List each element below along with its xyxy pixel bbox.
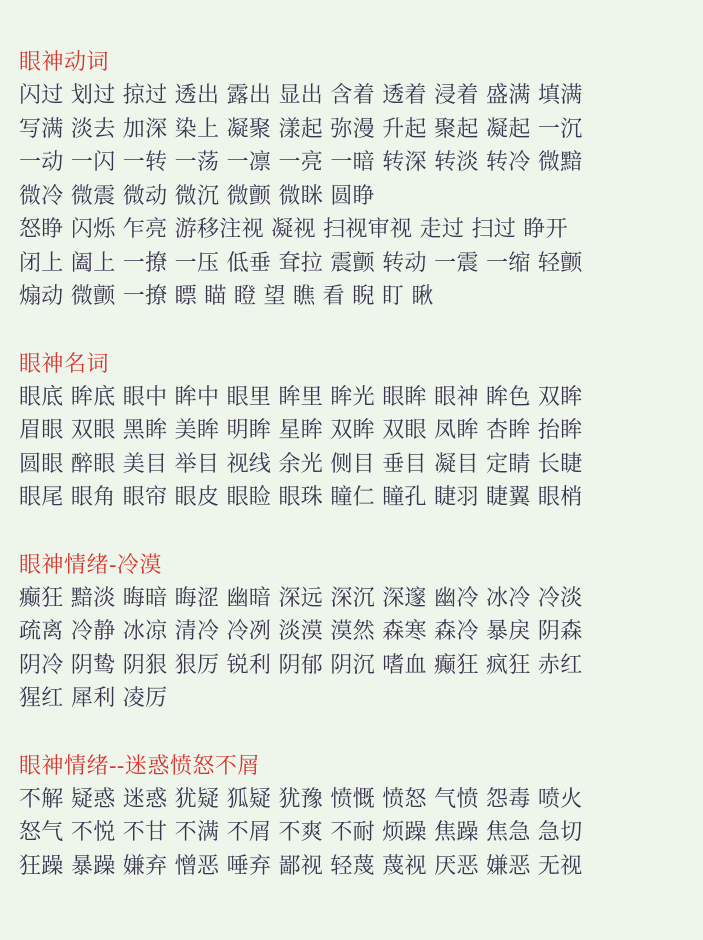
text-line: 疏离 冷静 冰凉 清冷 冷冽 淡漠 漠然 森寒 森冷 暴戾 阴森: [19, 619, 583, 644]
text-line: 怒气 不悦 不甘 不满 不屑 不爽 不耐 烦躁 焦躁 焦急 急切: [19, 820, 583, 845]
section-title: 眼神情绪--迷惑愤怒不屑: [19, 753, 260, 779]
text-line: 不解 疑惑 迷惑 犹疑 狐疑 犹豫 愤慨 愤怒 气愤 怨毒 喷火: [19, 786, 583, 812]
text-line: 写满 淡去 加深 染上 凝聚 漾起 弥漫 升起 聚起 凝起 一沉: [19, 116, 583, 142]
text-line: 一动 一闪 一转 一荡 一凛 一亮 一暗 转深 转淡 转冷 微黯: [19, 150, 583, 175]
section-emotion-cold: [19, 549, 685, 716]
text-line: 煽动 微颤 一撩 瞟 瞄 瞪 望 瞧 看 睨 盯 瞅: [19, 284, 434, 309]
text-line: 狂躁 暴躁 嫌弃 憎恶 唾弃 鄙视 轻蔑 蔑视 厌恶 嫌恶 无视: [19, 853, 583, 879]
text-line: 癫狂 黯淡 晦暗 晦涩 幽暗 深远 深沉 深邃 幽冷 冰冷 冷淡: [19, 585, 583, 611]
section-eye-nouns: [19, 348, 685, 515]
section-title: 眼神动词: [19, 50, 110, 75]
section-title: 眼神名词: [19, 351, 110, 377]
section-title: 眼神情绪-冷漠: [19, 552, 162, 578]
text-line: 闪过 划过 掠过 透出 露出 显出 含着 透着 浸着 盛满 填满: [19, 83, 583, 108]
section-eye-verbs: [19, 46, 685, 314]
text-line: 阴冷 阴鸷 阴狠 狠厉 锐利 阴郁 阴沉 嗜血 癫狂 疯狂 赤红: [19, 652, 583, 678]
text-line: 圆眼 醉眼 美目 举目 视线 余光 侧目 垂目 凝目 定睛 长睫: [19, 451, 583, 477]
text-line: 眼尾 眼角 眼帘 眼皮 眼睑 眼珠 瞳仁 瞳孔 睫羽 睫翼 眼梢: [19, 485, 583, 510]
text-line: 微冷 微震 微动 微沉 微颤 微眯 圆睁: [19, 183, 375, 209]
text-line: 眉眼 双眼 黑眸 美眸 明眸 星眸 双眸 双眼 凤眸 杏眸 抬眸: [19, 418, 583, 443]
text-line: 眼底 眸底 眼中 眸中 眼里 眸里 眸光 眼眸 眼神 眸色 双眸: [19, 384, 583, 410]
text-line: 怒睁 闪烁 乍亮 游移注视 凝视 扫视审视 走过 扫过 睁开: [19, 217, 568, 242]
text-line: 猩红 犀利 凌厉: [19, 686, 168, 711]
section-emotion-confused-angry: [19, 750, 685, 884]
text-line: 闭上 阖上 一撩 一压 低垂 耷拉 震颤 转动 一震 一缩 轻颤: [19, 250, 583, 276]
